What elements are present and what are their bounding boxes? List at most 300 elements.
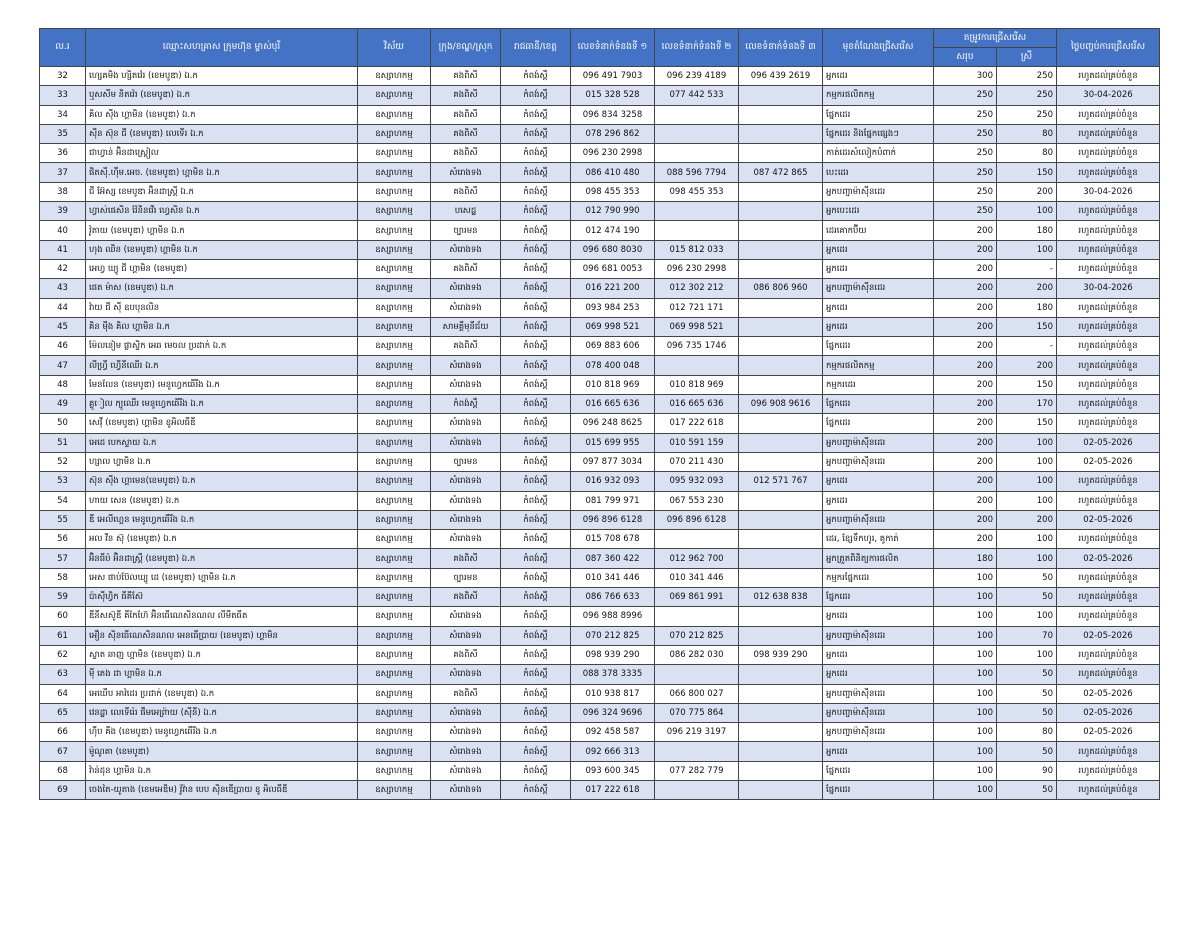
cell-female: 200 xyxy=(997,356,1057,375)
cell-province: កំពង់ស្ពឺ xyxy=(501,221,571,240)
header-phone2: លេខទំនាក់ទំនងទី ២ xyxy=(655,29,739,67)
cell-total: 100 xyxy=(934,780,997,799)
cell-total: 250 xyxy=(934,202,997,221)
cell-company: វ៉ូតាយ (ខេមបូឌា) ហ្គាមិន ឯ.ក xyxy=(86,221,358,240)
cell-sector: ឧស្សាហកម្ម xyxy=(358,86,431,105)
cell-total: 200 xyxy=(934,317,997,336)
cell-province: កំពង់ស្ពឺ xyxy=(501,433,571,452)
cell-position: អ្នកបញ្ជាម៉ាស៊ីនដេរ xyxy=(823,723,934,742)
cell-phone3 xyxy=(739,510,823,529)
header-position: មុខតំណែងជ្រើសរើស xyxy=(823,29,934,67)
cell-total: 200 xyxy=(934,530,997,549)
cell-phone2: 096 230 2998 xyxy=(655,259,739,278)
header-district: ក្រុង/ខណ្ឌ/ស្រុក xyxy=(431,29,501,67)
cell-position: អ្នកបញ្ជាម៉ាស៊ីនដេរ xyxy=(823,510,934,529)
cell-district: សំរោងទង xyxy=(431,279,501,298)
cell-phone1: 096 896 6128 xyxy=(571,510,655,529)
cell-phone3 xyxy=(739,491,823,510)
cell-sector: ឧស្សាហកម្ម xyxy=(358,568,431,587)
table-row xyxy=(40,124,1160,143)
cell-phone1: 097 877 3034 xyxy=(571,452,655,471)
cell-no: 46 xyxy=(40,337,86,356)
cell-district: សំរោងទង xyxy=(431,298,501,317)
cell-position: អ្នកបញ្ជាម៉ាស៊ីនដេរ xyxy=(823,279,934,298)
cell-district: សំរោងទង xyxy=(431,163,501,182)
cell-phone3 xyxy=(739,356,823,375)
cell-district: សំរោងទង xyxy=(431,665,501,684)
table-row xyxy=(40,588,1160,607)
cell-no: 66 xyxy=(40,723,86,742)
cell-phone3 xyxy=(739,86,823,105)
cell-company: ហាយ សេន (ខេមបូឌា) ឯ.ក xyxy=(86,491,358,510)
cell-phone1: 016 665 636 xyxy=(571,395,655,414)
cell-sector: ឧស្សាហកម្ម xyxy=(358,124,431,143)
cell-company: អល វីន ស៊ុ (ខេមបូឌា) ឯ.ក xyxy=(86,530,358,549)
table-row xyxy=(40,67,1160,86)
cell-phone1: 070 212 825 xyxy=(571,626,655,645)
cell-province: កំពង់ស្ពឺ xyxy=(501,549,571,568)
cell-phone1: 010 341 446 xyxy=(571,568,655,587)
cell-no: 62 xyxy=(40,645,86,664)
cell-female: 180 xyxy=(997,298,1057,317)
cell-phone3 xyxy=(739,761,823,780)
cell-female: 50 xyxy=(997,703,1057,722)
cell-phone1: 096 680 8030 xyxy=(571,240,655,259)
cell-deadline: រហូតដល់គ្រប់ចំនួន xyxy=(1057,124,1160,143)
table-row xyxy=(40,472,1160,491)
cell-deadline: 02-05-2026 xyxy=(1057,703,1160,722)
cell-phone1: 096 681 0053 xyxy=(571,259,655,278)
cell-company: មែនលែន (ខេមបូឌា) មេនូហ្វេកឆើរីង ឯ.ក xyxy=(86,375,358,394)
cell-female: - xyxy=(997,259,1057,278)
table-row xyxy=(40,163,1160,182)
cell-position: ផ្នែកដេរ xyxy=(823,395,934,414)
cell-female: - xyxy=(997,337,1057,356)
cell-phone1: 081 799 971 xyxy=(571,491,655,510)
cell-company: លីហ្វ្រី ហ្វើនីឈើរ ឯ.ក xyxy=(86,356,358,375)
table-row xyxy=(40,240,1160,259)
cell-company: សេវ៉ី (ខេមបូឌា) ហ្គាមិន ខូអិលធីឌី xyxy=(86,414,358,433)
cell-phone1: 096 491 7903 xyxy=(571,67,655,86)
cell-phone2: 067 553 230 xyxy=(655,491,739,510)
cell-female: 200 xyxy=(997,182,1057,201)
cell-female: 150 xyxy=(997,414,1057,433)
table-row xyxy=(40,182,1160,201)
table-row xyxy=(40,530,1160,549)
cell-total: 200 xyxy=(934,259,997,278)
cell-deadline: រហូតដល់គ្រប់ចំនួន xyxy=(1057,375,1160,394)
cell-phone2 xyxy=(655,742,739,761)
table-row xyxy=(40,742,1160,761)
cell-deadline: 02-05-2026 xyxy=(1057,452,1160,471)
cell-province: កំពង់ស្ពឺ xyxy=(501,723,571,742)
table-row xyxy=(40,645,1160,664)
cell-total: 100 xyxy=(934,723,997,742)
cell-district: សំរោងទង xyxy=(431,607,501,626)
cell-phone2: 016 665 636 xyxy=(655,395,739,414)
cell-phone2: 015 812 033 xyxy=(655,240,739,259)
cell-deadline: រហូតដល់គ្រប់ចំនួន xyxy=(1057,472,1160,491)
cell-phone3: 012 571 767 xyxy=(739,472,823,491)
cell-sector: ឧស្សាហកម្ម xyxy=(358,684,431,703)
cell-total: 200 xyxy=(934,491,997,510)
cell-district: គងពិសី xyxy=(431,588,501,607)
cell-female: 80 xyxy=(997,144,1057,163)
cell-district: គងពិសី xyxy=(431,684,501,703)
cell-total: 200 xyxy=(934,452,997,471)
header-phone3: លេខទំនាក់ទំនងទី ៣ xyxy=(739,29,823,67)
cell-phone1: 078 400 048 xyxy=(571,356,655,375)
cell-phone3 xyxy=(739,780,823,799)
cell-no: 69 xyxy=(40,780,86,799)
cell-deadline: រហូតដល់គ្រប់ចំនួន xyxy=(1057,742,1160,761)
cell-phone3 xyxy=(739,452,823,471)
cell-phone1: 010 818 969 xyxy=(571,375,655,394)
cell-province: កំពង់ស្ពឺ xyxy=(501,279,571,298)
table-row xyxy=(40,761,1160,780)
cell-female: 100 xyxy=(997,607,1057,626)
cell-sector: ឧស្សាហកម្ម xyxy=(358,510,431,529)
cell-district: សំរោងទង xyxy=(431,530,501,549)
cell-no: 44 xyxy=(40,298,86,317)
cell-female: 150 xyxy=(997,375,1057,394)
cell-female: 100 xyxy=(997,433,1057,452)
table-header xyxy=(40,29,1160,67)
recruitment-table-sheet xyxy=(39,28,1159,800)
cell-province: កំពង់ស្ពឺ xyxy=(501,202,571,221)
cell-deadline: រហូតដល់គ្រប់ចំនួន xyxy=(1057,259,1160,278)
table-row xyxy=(40,356,1160,375)
cell-district: សំរោងទង xyxy=(431,240,501,259)
cell-total: 100 xyxy=(934,568,997,587)
cell-phone2 xyxy=(655,124,739,143)
cell-phone1: 017 222 618 xyxy=(571,780,655,799)
cell-total: 250 xyxy=(934,86,997,105)
cell-company: គ្លូៀល ក្យូឈើរ មេនូហ្វេកឆើរីង ឯ.ក xyxy=(86,395,358,414)
cell-total: 100 xyxy=(934,703,997,722)
cell-phone1: 086 766 633 xyxy=(571,588,655,607)
cell-sector: ឧស្សាហកម្ម xyxy=(358,202,431,221)
cell-district: សាមគ្គីមុនីជ័យ xyxy=(431,317,501,336)
cell-phone1: 096 988 8996 xyxy=(571,607,655,626)
cell-sector: ឧស្សាហកម្ម xyxy=(358,105,431,124)
cell-district: គងពិសី xyxy=(431,337,501,356)
cell-phone2: 070 212 825 xyxy=(655,626,739,645)
cell-no: 61 xyxy=(40,626,86,645)
cell-phone3 xyxy=(739,182,823,201)
cell-no: 37 xyxy=(40,163,86,182)
cell-phone3 xyxy=(739,665,823,684)
cell-sector: ឧស្សាហកម្ម xyxy=(358,491,431,510)
cell-position: អ្នកដេរ xyxy=(823,472,934,491)
cell-no: 38 xyxy=(40,182,86,201)
cell-deadline: រហូតដល់គ្រប់ចំនួន xyxy=(1057,221,1160,240)
cell-position: កម្មករផ្នែកដេរ xyxy=(823,568,934,587)
cell-phone2: 096 239 4189 xyxy=(655,67,739,86)
cell-district: សំរោងទង xyxy=(431,626,501,645)
cell-no: 52 xyxy=(40,452,86,471)
cell-total: 200 xyxy=(934,433,997,452)
cell-position: ដេរ, ខ្សែទឹកហូរ, គូកាត់ xyxy=(823,530,934,549)
cell-deadline: រហូតដល់គ្រប់ចំនួន xyxy=(1057,317,1160,336)
cell-sector: ឧស្សាហកម្ម xyxy=(358,298,431,317)
cell-district: សំរោងទង xyxy=(431,356,501,375)
cell-deadline: រហូតដល់គ្រប់ចំនួន xyxy=(1057,356,1160,375)
cell-district: សំរោងទង xyxy=(431,472,501,491)
cell-phone3 xyxy=(739,626,823,645)
cell-phone2 xyxy=(655,144,739,163)
cell-phone1: 010 938 817 xyxy=(571,684,655,703)
cell-province: កំពង់ស្ពឺ xyxy=(501,568,571,587)
cell-female: 90 xyxy=(997,761,1057,780)
cell-district: សំរោងទង xyxy=(431,433,501,452)
cell-province: កំពង់ស្ពឺ xyxy=(501,530,571,549)
cell-phone1: 096 230 2998 xyxy=(571,144,655,163)
cell-company: ប៉ាស៊ីហ្វិក ធីគីស៊ែ xyxy=(86,588,358,607)
cell-deadline: រហូតដល់គ្រប់ចំនួន xyxy=(1057,163,1160,182)
cell-total: 200 xyxy=(934,279,997,298)
cell-sector: ឧស្សាហកម្ម xyxy=(358,452,431,471)
cell-province: កំពង់ស្ពឺ xyxy=(501,761,571,780)
table-row xyxy=(40,395,1160,414)
cell-phone1: 098 939 290 xyxy=(571,645,655,664)
cell-company: ម៉ែលនៀម ផ្លាស្ទិក អេឆ មេចល ប្រដាក់ ឯ.ក xyxy=(86,337,358,356)
cell-company: ស៊ីន ស៊ុន ជី (ខេមបូឌា) លេទើរ ឯ.ក xyxy=(86,124,358,143)
cell-company: អ៊ិនធីប៉ ​អ៊ិនដាស្ត្រី (ខេមបូឌា) ឯ.ក xyxy=(86,549,358,568)
cell-company: ហេ្សគមិង ហ្សិតវ៉េរ (ខេមបូឌា) ឯ.ក xyxy=(86,67,358,86)
cell-company: ហ្វាស់ផេសិន វ៉ែនិនវើរ ហ្វេសិន ឯ.ក xyxy=(86,202,358,221)
table-row xyxy=(40,723,1160,742)
cell-no: 53 xyxy=(40,472,86,491)
cell-province: កំពង់ស្ពឺ xyxy=(501,259,571,278)
cell-no: 42 xyxy=(40,259,86,278)
cell-total: 100 xyxy=(934,588,997,607)
cell-total: 250 xyxy=(934,144,997,163)
cell-deadline: 02-05-2026 xyxy=(1057,723,1160,742)
cell-province: កំពង់ស្ពឺ xyxy=(501,240,571,259)
cell-sector: ឧស្សាហកម្ម xyxy=(358,645,431,664)
table-row xyxy=(40,202,1160,221)
cell-sector: ឧស្សាហកម្ម xyxy=(358,472,431,491)
cell-district: សំរោងទង xyxy=(431,491,501,510)
cell-position: ដេរគោកប៊ីយ xyxy=(823,221,934,240)
cell-sector: ឧស្សាហកម្ម xyxy=(358,780,431,799)
cell-sector: ឧស្សាហកម្ម xyxy=(358,337,431,356)
cell-no: 43 xyxy=(40,279,86,298)
cell-company: ហ្សាល ហ្គាមិន ឯ.ក xyxy=(86,452,358,471)
cell-total: 100 xyxy=(934,607,997,626)
cell-province: កំពង់ស្ពឺ xyxy=(501,375,571,394)
cell-deadline: 02-05-2026 xyxy=(1057,684,1160,703)
cell-deadline: រហូតដល់គ្រប់ចំនួន xyxy=(1057,780,1160,799)
cell-no: 36 xyxy=(40,144,86,163)
cell-province: កំពង់ស្ពឺ xyxy=(501,67,571,86)
cell-phone1: 096 834 3258 xyxy=(571,105,655,124)
header-deadline: ថ្ងៃបញ្ចប់ការជ្រើសរើស xyxy=(1057,29,1160,67)
cell-total: 250 xyxy=(934,105,997,124)
cell-province: កំពង់ស្ពឺ xyxy=(501,163,571,182)
cell-position: អ្នកដេរ xyxy=(823,742,934,761)
cell-company: វ៉ាន់ដុន ហ្គាមិន ឯ.ក xyxy=(86,761,358,780)
cell-position: ផ្នែកដេរ xyxy=(823,105,934,124)
cell-position: អ្នកដេរ xyxy=(823,645,934,664)
cell-no: 49 xyxy=(40,395,86,414)
cell-sector: ឧស្សាហកម្ម xyxy=(358,182,431,201)
cell-female: 50 xyxy=(997,742,1057,761)
cell-female: 100 xyxy=(997,645,1057,664)
cell-phone1: 096 248 8625 xyxy=(571,414,655,433)
cell-deadline: រហូតដល់គ្រប់ចំនួន xyxy=(1057,240,1160,259)
cell-total: 200 xyxy=(934,414,997,433)
cell-no: 57 xyxy=(40,549,86,568)
cell-deadline: រហូតដល់គ្រប់ចំនួន xyxy=(1057,67,1160,86)
header-phone1: លេខទំនាក់ទំនងទី ១ xyxy=(571,29,655,67)
cell-sector: ឧស្សាហកម្ម xyxy=(358,375,431,394)
cell-no: 45 xyxy=(40,317,86,336)
cell-deadline: 02-05-2026 xyxy=(1057,510,1160,529)
cell-phone2: 095 932 093 xyxy=(655,472,739,491)
cell-deadline: 30-04-2026 xyxy=(1057,182,1160,201)
cell-female: 50 xyxy=(997,684,1057,703)
cell-phone2: 086 282 030 xyxy=(655,645,739,664)
cell-position: អ្នកត្រួតពិនិត្យការផលិត xyxy=(823,549,934,568)
table-row xyxy=(40,607,1160,626)
cell-position: កម្មករផលិតកម្ម xyxy=(823,86,934,105)
cell-phone1: 092 458 587 xyxy=(571,723,655,742)
table-row xyxy=(40,279,1160,298)
cell-position: អ្នកបញ្ជាម៉ាស៊ីនដេរ xyxy=(823,684,934,703)
cell-deadline: រហូតដល់គ្រប់ចំនួន xyxy=(1057,607,1160,626)
cell-phone3 xyxy=(739,607,823,626)
cell-district: គងពិសី xyxy=(431,67,501,86)
cell-total: 200 xyxy=(934,472,997,491)
cell-district: សំរោងទង xyxy=(431,375,501,394)
cell-no: 63 xyxy=(40,665,86,684)
cell-phone3 xyxy=(739,549,823,568)
table-row xyxy=(40,414,1160,433)
cell-company: អេហ្វ ឃ្យូ ជី ហ្គាមិន (ខេមបូឌា) xyxy=(86,259,358,278)
table-row xyxy=(40,780,1160,799)
cell-deadline: រហូតដល់គ្រប់ចំនួន xyxy=(1057,568,1160,587)
cell-phone2: 066 800 027 xyxy=(655,684,739,703)
cell-position: អ្នកបញ្ជាម៉ាស៊ីនដេរ xyxy=(823,433,934,452)
cell-deadline: 30-04-2026 xyxy=(1057,86,1160,105)
cell-total: 250 xyxy=(934,182,997,201)
cell-province: កំពង់ស្ពឺ xyxy=(501,452,571,471)
cell-no: 60 xyxy=(40,607,86,626)
cell-position: អ្នកដេរ xyxy=(823,491,934,510)
cell-total: 300 xyxy=(934,67,997,86)
cell-sector: ឧស្សាហកម្ម xyxy=(358,607,431,626)
cell-province: កំពង់ស្ពឺ xyxy=(501,665,571,684)
cell-total: 100 xyxy=(934,626,997,645)
cell-phone2: 096 219 3197 xyxy=(655,723,739,742)
cell-company: គិល ស៊ីង ហ្គាមិន (ខេមបូឌា) ឯ.ក xyxy=(86,105,358,124)
cell-deadline: 02-05-2026 xyxy=(1057,549,1160,568)
cell-district: សំរោងទង xyxy=(431,742,501,761)
cell-district: គងពិសី xyxy=(431,182,501,201)
cell-district: ច្បារមន xyxy=(431,452,501,471)
cell-phone2: 069 998 521 xyxy=(655,317,739,336)
cell-sector: ឧស្សាហកម្ម xyxy=(358,588,431,607)
cell-deadline: រហូតដល់គ្រប់ចំនួន xyxy=(1057,337,1160,356)
header-sector: វិស័យ xyxy=(358,29,431,67)
cell-phone2: 077 282 779 xyxy=(655,761,739,780)
cell-district: គងពិសី xyxy=(431,86,501,105)
cell-position: អ្នកដេរ xyxy=(823,607,934,626)
cell-province: កំពង់ស្ពឺ xyxy=(501,703,571,722)
cell-company: ឌី អេលីហ្គេន មេនូហ្វេកឆើរីង ឯ.ក xyxy=(86,510,358,529)
table-body xyxy=(40,67,1160,800)
cell-position: អ្នកដេរ xyxy=(823,259,934,278)
cell-position: អ្នកបញ្ជាម៉ាស៊ីនដេរ xyxy=(823,703,934,722)
cell-phone1: 098 455 353 xyxy=(571,182,655,201)
cell-phone3 xyxy=(739,202,823,221)
cell-phone3 xyxy=(739,742,823,761)
cell-no: 51 xyxy=(40,433,86,452)
header-province: រាជធានី/ខេត្ត xyxy=(501,29,571,67)
cell-phone3: 096 908 9616 xyxy=(739,395,823,414)
header-needed: តម្រូវការជ្រើសរើស xyxy=(934,29,1057,48)
cell-phone2 xyxy=(655,665,739,684)
cell-phone3 xyxy=(739,124,823,143)
cell-province: កំពង់ស្ពឺ xyxy=(501,124,571,143)
cell-province: កំពង់ស្ពឺ xyxy=(501,86,571,105)
cell-phone2 xyxy=(655,530,739,549)
cell-position: កម្មករផលិតកម្ម xyxy=(823,356,934,375)
cell-female: 80 xyxy=(997,723,1057,742)
cell-province: កំពង់ស្ពឺ xyxy=(501,317,571,336)
cell-phone2 xyxy=(655,202,739,221)
cell-total: 200 xyxy=(934,240,997,259)
cell-sector: ឧស្សាហកម្ម xyxy=(358,665,431,684)
cell-total: 250 xyxy=(934,124,997,143)
cell-female: 100 xyxy=(997,491,1057,510)
cell-no: 48 xyxy=(40,375,86,394)
cell-phone2: 010 818 969 xyxy=(655,375,739,394)
cell-district: សំរោងទង xyxy=(431,703,501,722)
cell-company: អេឃើប អាវ៉ដេរ ប្រដាក់ (ខេមបូឌា) ឯ.ក xyxy=(86,684,358,703)
cell-female: 250 xyxy=(997,105,1057,124)
cell-phone3 xyxy=(739,144,823,163)
cell-company: ឌីនីសស៊ូឌី គីកែហ៊ែ អ៊ិនធើណេសិនណល លីមីតធីត xyxy=(86,607,358,626)
cell-district: ច្បារមន xyxy=(431,221,501,240)
cell-district: គងពិសី xyxy=(431,124,501,143)
cell-sector: ឧស្សាហកម្ម xyxy=(358,723,431,742)
table-row xyxy=(40,105,1160,124)
cell-phone2 xyxy=(655,221,739,240)
cell-sector: ឧស្សាហកម្ម xyxy=(358,221,431,240)
cell-female: 100 xyxy=(997,530,1057,549)
table-row xyxy=(40,626,1160,645)
cell-total: 200 xyxy=(934,395,997,414)
cell-phone1: 092 666 313 xyxy=(571,742,655,761)
cell-position: កាត់ដេរសំលៀកបំពាក់ xyxy=(823,144,934,163)
cell-phone3: 098 939 290 xyxy=(739,645,823,664)
cell-deadline: រហូតដល់គ្រប់ចំនួន xyxy=(1057,491,1160,510)
cell-phone1: 015 708 678 xyxy=(571,530,655,549)
table-row xyxy=(40,452,1160,471)
cell-deadline: 02-05-2026 xyxy=(1057,433,1160,452)
cell-district: សំរោងទង xyxy=(431,780,501,799)
cell-district: គងពិសី xyxy=(431,259,501,278)
table-row xyxy=(40,375,1160,394)
cell-sector: ឧស្សាហកម្ម xyxy=(358,163,431,182)
cell-total: 100 xyxy=(934,665,997,684)
cell-phone2: 017 222 618 xyxy=(655,414,739,433)
cell-district: ច្បារមន xyxy=(431,568,501,587)
cell-phone1: 015 699 955 xyxy=(571,433,655,452)
